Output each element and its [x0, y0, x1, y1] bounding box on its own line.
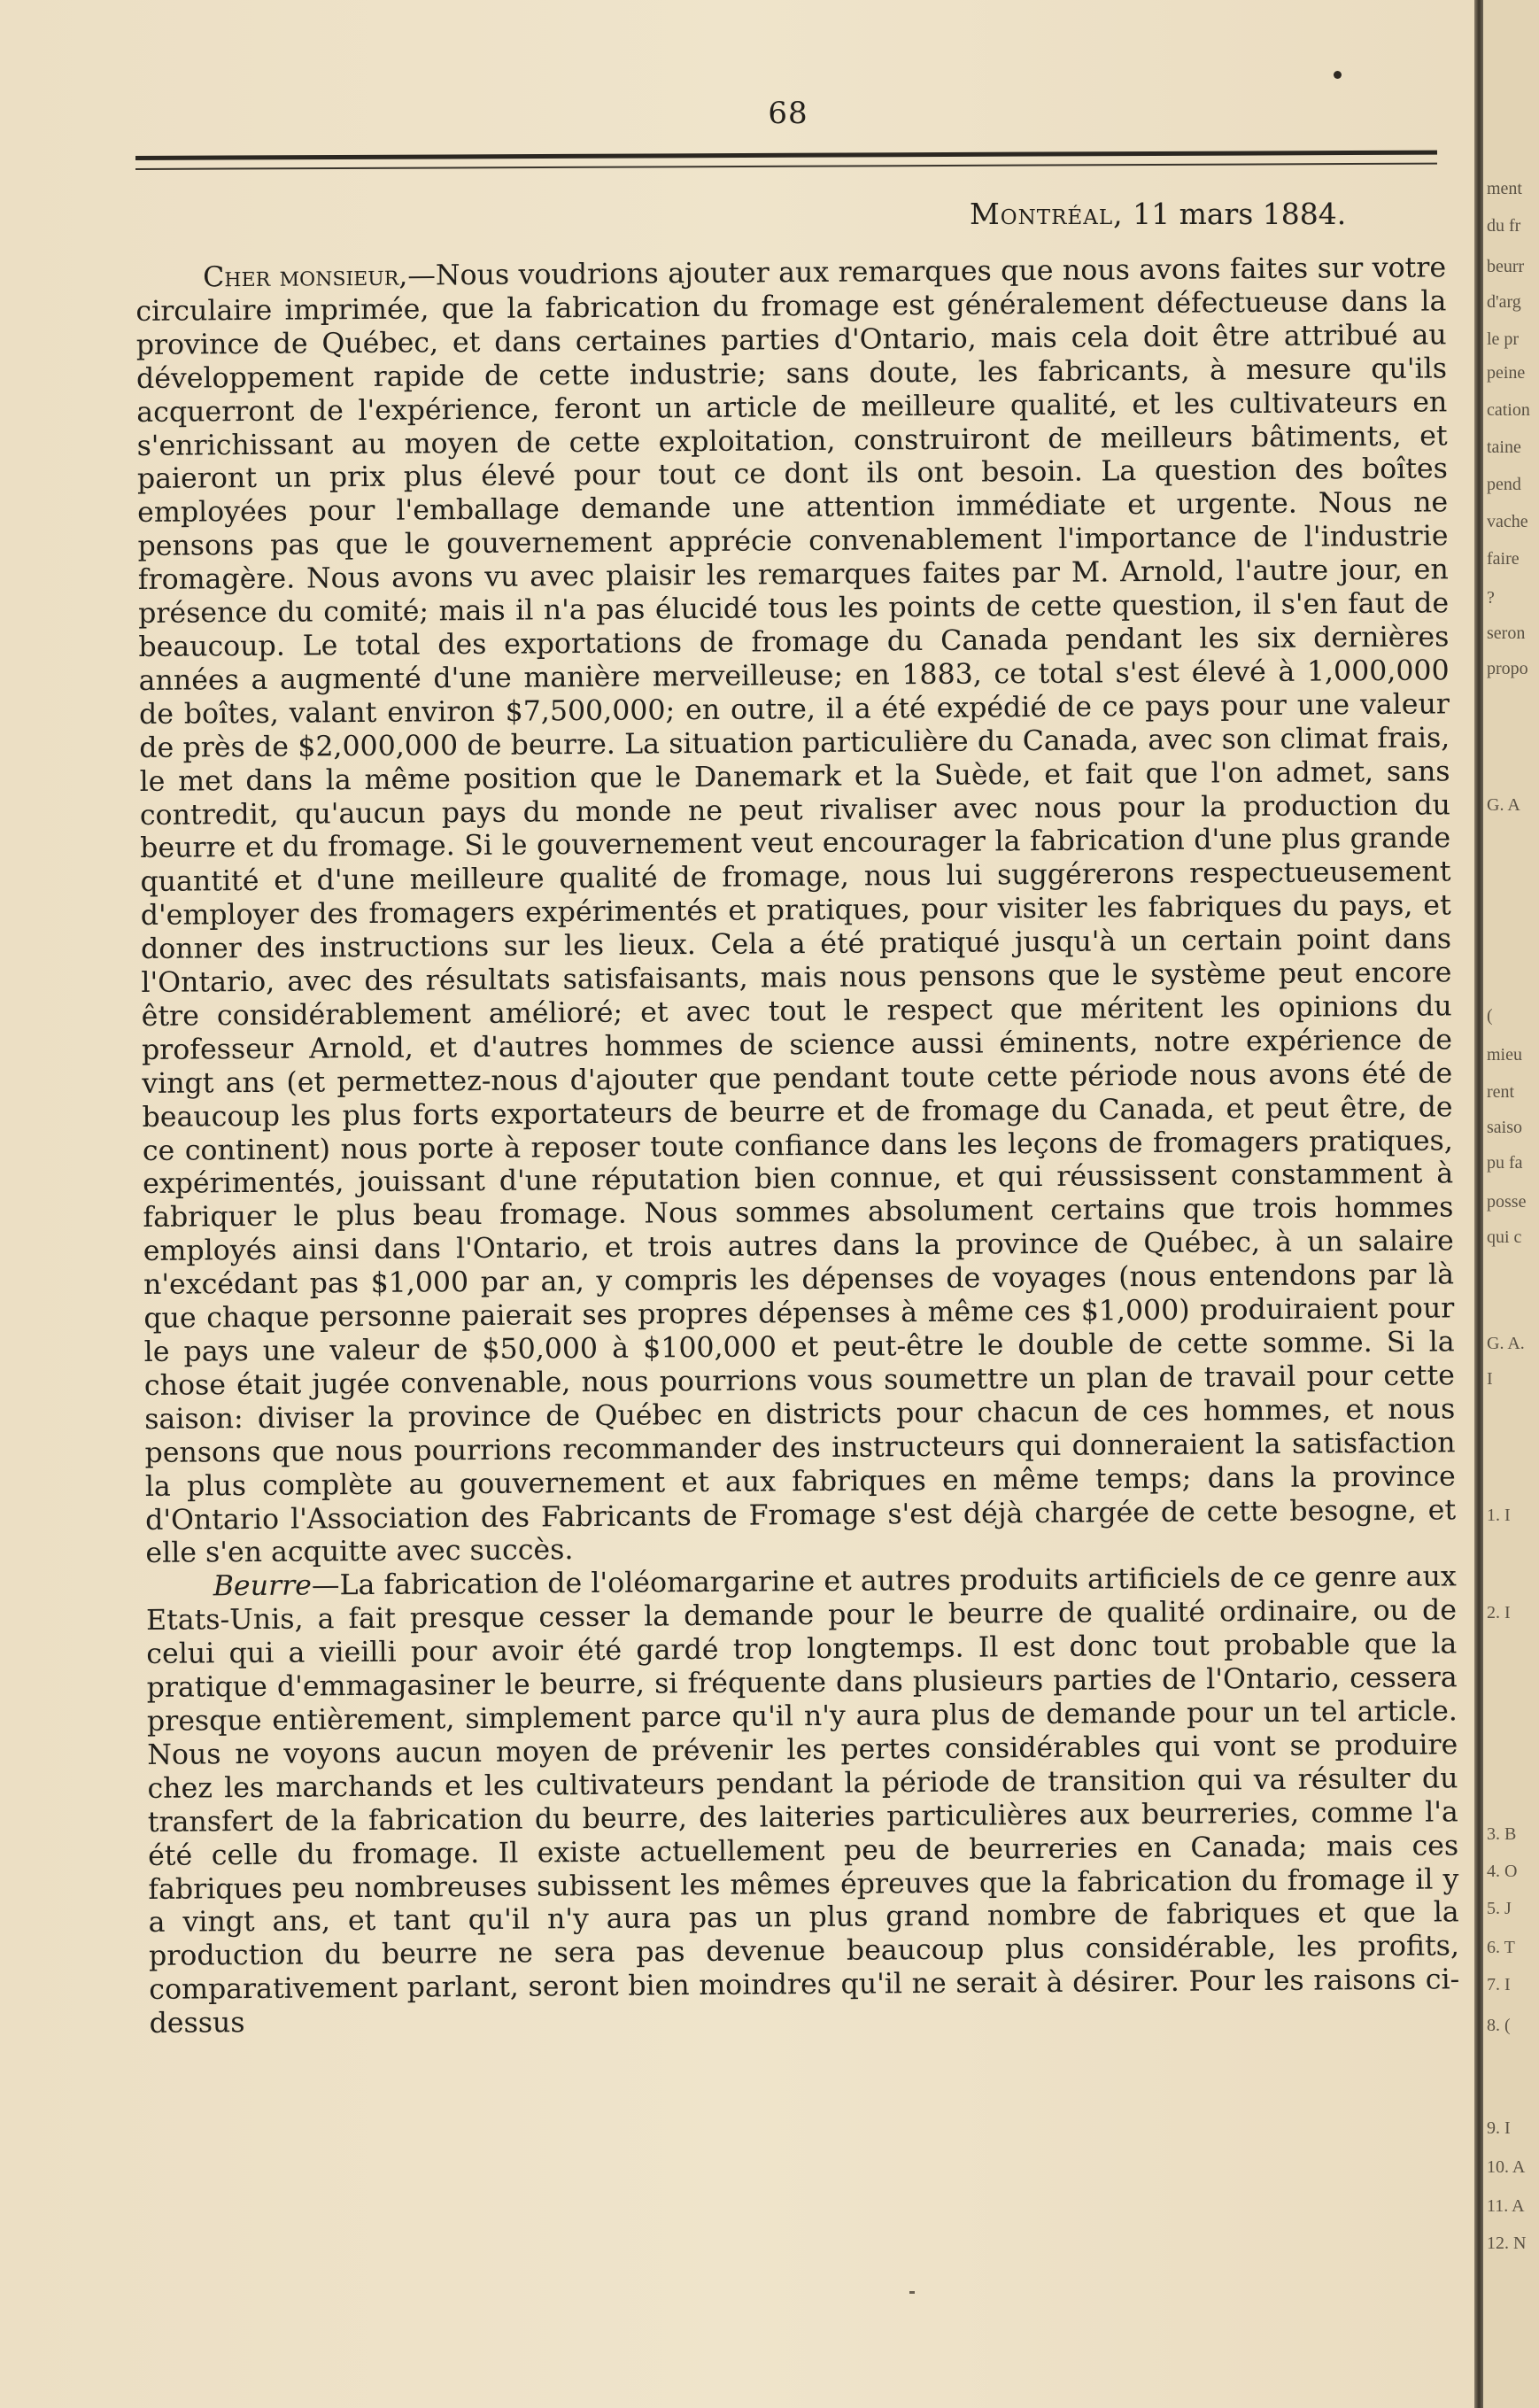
page-number: 68 — [768, 96, 808, 131]
adjacent-page-fragment: 9. I — [1487, 2118, 1511, 2138]
adjacent-page-fragment: propo — [1487, 659, 1528, 678]
dateline-date: 11 mars 1884. — [1133, 197, 1347, 231]
adjacent-page-fragment: seron — [1487, 623, 1526, 643]
adjacent-page-fragment: vache — [1487, 512, 1528, 531]
adjacent-page-fragment: 3. B — [1487, 1824, 1517, 1844]
dateline — [970, 197, 1346, 231]
adjacent-page-fragment: 8. ( — [1487, 2016, 1511, 2035]
adjacent-page-fragment: pu fa — [1487, 1153, 1523, 1173]
adjacent-page-fragment: 5. J — [1487, 1899, 1512, 1918]
adjacent-page-fragment: ? — [1487, 588, 1495, 608]
adjacent-page-fragment: I — [1487, 1369, 1493, 1389]
adjacent-page-fragment: 12. N — [1487, 2234, 1527, 2253]
beurre-paragraph — [146, 1561, 1460, 2041]
adjacent-page-fragment: qui c — [1487, 1227, 1522, 1247]
adjacent-page-fragment: G. A — [1487, 795, 1520, 815]
adjacent-page-fragment: 1. I — [1487, 1506, 1511, 1525]
adjacent-page-fragment: 2. I — [1487, 1603, 1511, 1622]
adjacent-page-fragment: 6. T — [1487, 1938, 1515, 1957]
adjacent-page-fragment: ( — [1487, 1006, 1493, 1026]
dateline-place: Montréal, — [970, 197, 1124, 231]
ink-mark — [909, 2291, 915, 2294]
adjacent-page-fragment: cation — [1487, 400, 1530, 420]
letter-body — [135, 252, 1460, 2041]
adjacent-page-fragment: 10. A — [1487, 2157, 1526, 2177]
adjacent-page-fragment: G. A. — [1487, 1334, 1525, 1353]
adjacent-page-fragment: peine — [1487, 363, 1526, 383]
ink-speck — [1334, 71, 1342, 79]
adjacent-page-fragment: 7. I — [1487, 1975, 1511, 1994]
adjacent-page-fragment: 11. A — [1487, 2196, 1525, 2216]
adjacent-page-fragment: taine — [1487, 437, 1521, 457]
adjacent-page-fragment: du fr — [1487, 216, 1521, 236]
adjacent-page-fragment: faire — [1487, 549, 1520, 569]
adjacent-page-strip — [1483, 0, 1539, 2408]
adjacent-page-fragment: saiso — [1487, 1118, 1522, 1137]
adjacent-page-fragment: ment — [1487, 179, 1522, 198]
adjacent-page-fragment: beurr — [1487, 257, 1525, 276]
adjacent-page-fragment: rent — [1487, 1082, 1515, 1102]
salutation: Cher monsieur, — [202, 259, 408, 294]
adjacent-page-fragment: posse — [1487, 1192, 1527, 1212]
letter-paragraph — [135, 252, 1457, 1571]
letter-paragraph-text: —Nous voudrions ajouter aux remarques que nous avons faites sur votre circulaire imprimée, que la fabrication du fromage est généralement défectueuse dans la province de Québec, et dans certaines parties d'Ontario, mais cela doit être attribué au développement rapide de cette industrie; sans doute, les fabricants, à mesure qu'ils acquerront de l'expérience, feront un article de meilleure qualité, et les cultivateurs en s'enrichissant au moyen de cette exploitation, construiront de meilleurs bâtiments, et paieront un prix plus élevé pour tout ce dont ils ont besoin. La question des boîtes employées pour l'emballage demande une attention immédiate et urgente. Nous ne pensons pas que le gouvernement apprécie convenablement l'importance de l'industrie fromagère. Nous avons vu avec plaisir les remarques faites par M. Arnold, l'autre jour, en présence du comité; mais il n'a pas élucidé tous les points de cette question, il s'en faut de beaucoup. Le total des exportations de fromage du Canada pendant les six dernières années a augmenté d'une manière merveilleuse; en 1883, ce total s'est élevé à 1,000,000 de boîtes, valant environ $7,500,000; en outre, il a été expédié de ce pays pour une valeur de près de $2,000,000 de beurre. La situation particulière du Canada, avec son climat frais, le met dans la même position que le Danemark et la Suède, et fait que l'on admet, sans contredit, qu'aucun pays du monde ne peut rivaliser avec nous pour la production du beurre et du fromage. Si le gouvernement veut encourager la fabrication d'une plus grande quantité et d'une meilleure qualité de fromage, nous lui suggérerons respectueusement d'employer des fromagers expérimentés et pratiques, pour visiter les fabriques du pays, et donner des instructions sur les lieux. Cela a été pratiqué jusqu'à un certain point dans l'Ontario, avec des résultats satisfaisants, mais nous pensons que le système peut encore être considérablement amélioré; et avec tout le respect que méritent les opinions du professeur Arnold, et d'autres hommes de science aussi éminents, notre expérience de vingt ans (et permettez-nous d'ajouter que pendant toute cette période nous avons été de beaucoup les plus forts exportateurs de beurre et de fromage du Canada, et peut être, de ce continent) nous porte à reposer toute confiance dans les leçons de fromagers pratiques, expérimentés, jouissant d'une réputation bien connue, et qui réussissent constamment à fabriquer le plus beau fromage. Nous sommes absolument certains que trois hommes employés ainsi dans l'Ontario, et trois autres dans la province de Québec, à un salaire n'excédant pas $1,000 par an, y compris les dépenses de voyages (nous entendons par là que chaque personne paierait ses propres dépenses à même ces $1,000) produiraient pour le pays une valeur de $50,000 à $100,000 et peut-être le double de cette somme. Si la chose était jugée convenable, nous pourrions vous soumettre un plan de travail pour cette saison: diviser la province de Québec en districts pour chacun de ces hommes, et nous pensons que nous pourrions recommander des instructeurs qui donneraient la satisfaction la plus complète au gouvernement et aux fabriques en même temps; dans la province d'Ontario l'Association des Fabricants de Fromage s'est déjà chargée de cette besogne, et elle s'en acquitte avec succès. — [135, 252, 1457, 1570]
book-gutter — [1474, 0, 1483, 2408]
header-rule-thin — [135, 163, 1437, 170]
adjacent-page-fragment: 4. O — [1487, 1862, 1518, 1881]
adjacent-page-fragment: le pr — [1487, 329, 1520, 349]
header-rule-thick — [135, 151, 1437, 160]
beurre-paragraph-text: —La fabrication de l'oléomargarine et autres produits artificiels de ce genre aux Etats-Unis, a fait presque cesser la demande pour le beurre de qualité ordinaire, ou de celui qui a vieilli pour avoir été gardé trop longtemps. Il est donc tout probable que la pratique d'emmagasiner le beurre, si fréquente dans plusieurs parties de l'Ontario, cessera presque entièrement, simplement parce qu'il n'y aura plus de demande pour un tel article. Nous ne voyons aucun moyen de prévenir les pertes considérables qui vont se produire chez les marchands et les cultivateurs pendant la période de transition qui va résulter du transfert de la fabrication du beurre, des laiteries particulières aux beurreries, comme l'a été celle du fromage. Il existe actuellement peu de beurreries en Canada; mais ces fabriques peu nombreuses subissent les mêmes épreuves que la fabrication du fromage il y a vingt ans, et tant qu'il n'y aura pas un plus grand nombre de fabriques et que la production du beurre ne sera pas devenue beaucoup plus considérable, les profits, comparativement parlant, seront bien moindres qu'il ne serait à désirer. Pour les raisons ci-dessus — [145, 1560, 1460, 2040]
adjacent-page-fragment: pend — [1487, 475, 1521, 494]
beurre-heading: Beurre — [213, 1569, 313, 1603]
adjacent-page-fragment: mieu — [1487, 1045, 1522, 1065]
adjacent-page-fragment: d'arg — [1487, 292, 1521, 312]
